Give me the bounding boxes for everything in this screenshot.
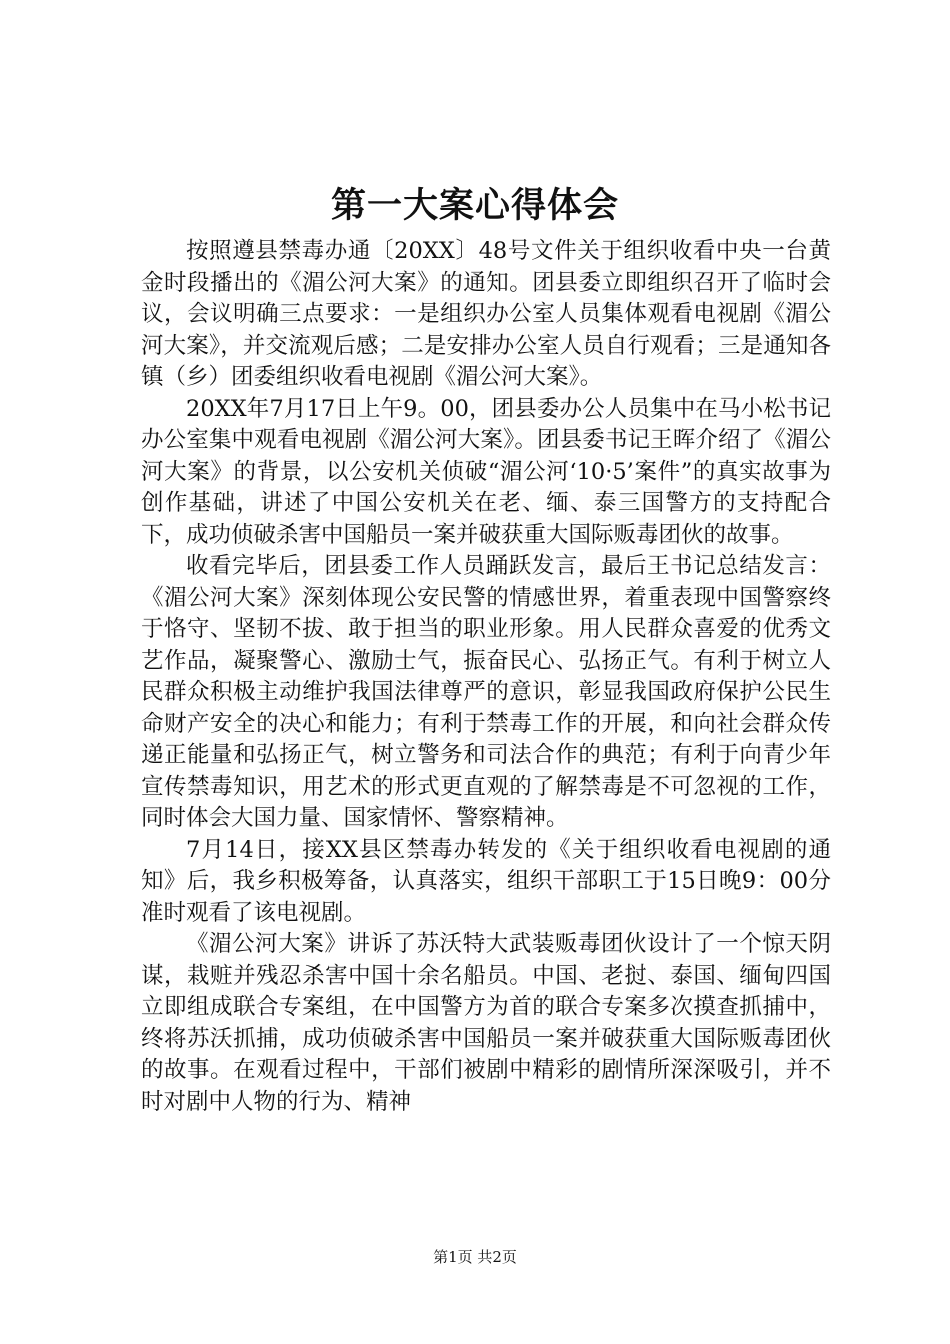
paragraph-1: 按照遵县禁毒办通〔20XX〕48号文件关于组织收看中央一台黄金时段播出的《湄公河大案》的通知。团县委立即组织召开了临时会议，会议明确三点要求：一是组织办公室人员集体观看电视剧《湄公河大案》，并交流观后感；二是安排办公室人员自行观看；三是通知各镇（乡）团委组织收看电视剧《湄公河大案》。 [141,238,831,390]
paragraph-5: 《湄公河大案》讲诉了苏沃特大武装贩毒团伙设计了一个惊天阴谋，栽赃并残忍杀害中国十余名船员。中国、老挝、泰国、缅甸四国立即组成联合专案组，在中国警方为首的联合专案多次摸查抓捕中，终将苏沃抓捕，成功侦破杀害中国船员一案并破获重大国际贩毒团伙的故事。在观看过程中，干部们被剧中精彩的剧情所深深吸引，并不时对剧中人物的行为、精神 [141,931,831,1115]
document-title: 第一大案心得体会 [330,185,619,226]
document-body [141,236,831,1118]
paragraph-3: 收看完毕后，团县委工作人员踊跃发言，最后王书记总结发言：《湄公河大案》深刻体现公安民警的情感世界，着重表现中国警察终于恪守、坚韧不拔、敢于担当的职业形象。用人民群众喜爱的优秀文艺作品，凝聚警心、激励士气，振奋民心、弘扬正气。有利于树立人民群众积极主动维护我国法律尊严的意识，彰显我国政府保护公民生命财产安全的决心和能力；有利于禁毒工作的开展，和向社会群众传递正能量和弘扬正气，树立警务和司法合作的典范；有利于向青少年宣传禁毒知识，用艺术的形式更直观的了解禁毒是不可忽视的工作，同时体会大国力量、国家情怀、警察精神。 [141,553,831,831]
page-number-footer: 第1页 共2页 [433,1248,517,1266]
paragraph-2: 20XX年7月17日上午9。00，团县委办公人员集中在马小松书记办公室集中观看电视剧《湄公河大案》。团县委书记王晖介绍了《湄公河大案》的背景，以公安机关侦破“湄公河‘10·5’案件”的真实故事为创作基础，讲述了中国公安机关在老、缅、泰三国警方的支持配合下，成功侦破杀害中国船员一案并破获重大国际贩毒团伙的故事。 [141,395,831,548]
paragraph-4: 7月14日，接XX县区禁毒办转发的《关于组织收看电视剧的通知》后，我乡积极筹备，认真落实，组织干部职工于15日晚9：00分准时观看了该电视剧。 [141,836,831,926]
